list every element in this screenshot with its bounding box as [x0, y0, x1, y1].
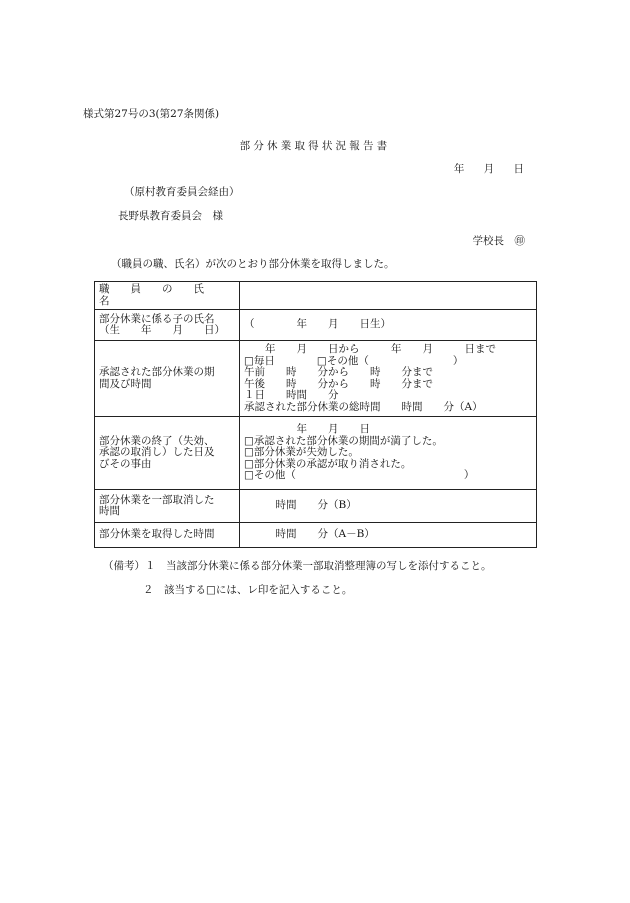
note-2: ２ 該当する□には、レ印を記入すること。: [143, 584, 353, 596]
staff-name-label: 職 員 の 氏 名: [95, 282, 240, 310]
end-line-revoked: □部分休業の承認が取り消された。: [244, 457, 412, 470]
period-line-frequency: □毎日 □その他（ ）: [244, 354, 464, 367]
end-line-date: 年 月 日: [244, 423, 370, 436]
time-taken-field[interactable]: [240, 523, 537, 548]
approved-period-label: [95, 341, 240, 417]
period-line-morning: 午前 時 分から 時 分まで: [244, 366, 433, 379]
partial-cancel-label-line2: 時間: [99, 505, 120, 518]
period-line-afternoon: 午後 時 分から 時 分まで: [244, 377, 433, 390]
end-label-line1: 部分休業の終了（失効、: [99, 434, 215, 447]
approved-period-field[interactable]: [240, 341, 537, 417]
note-1: （備考）１ 当該部分休業に係る部分休業一部取消整理簿の写しを添付すること。: [103, 560, 492, 572]
table-row-end-reason: [95, 417, 537, 490]
table-row-partial-cancel: [95, 490, 537, 523]
time-taken-value: 時間 分（A－B）: [244, 528, 375, 541]
document-title: 部分休業取得状況報告書: [239, 140, 391, 152]
partial-cancel-value: 時間 分（B）: [244, 499, 357, 512]
table-row-approved-period: [95, 341, 537, 417]
end-line-lapsed: □部分休業が失効した。: [244, 446, 359, 459]
period-line-total: 承認された部分休業の総時間 時間 分（A）: [244, 400, 483, 413]
end-reason-label: [95, 417, 240, 490]
intro-text: （職員の職、氏名）が次のとおり部分休業を取得しました。: [111, 258, 395, 270]
addressee: 長野県教育委員会 様: [118, 210, 223, 222]
table-row-staff-name: [95, 282, 537, 310]
form-number: 様式第27号の3(第27条関係): [83, 108, 220, 120]
period-label-line2: 間及び時間: [99, 377, 152, 390]
end-label-line3: びその事由: [99, 457, 152, 470]
partial-cancel-label: [95, 490, 240, 523]
end-line-expired: □承認された部分休業の期間が満了した。: [244, 434, 443, 447]
time-taken-label: 部分休業を取得した時間: [95, 523, 240, 548]
partial-cancel-label-line1: 部分休業を一部取消した: [99, 493, 215, 506]
table-row-child: [95, 310, 537, 341]
table-row-time-taken: [95, 523, 537, 548]
staff-name-field[interactable]: [240, 282, 537, 310]
via-line: （原村教育委員会経由）: [124, 186, 240, 198]
end-label-line2: 承認の取消し）した日及: [99, 446, 215, 459]
child-name-label: [95, 310, 240, 341]
child-label-line1: 部分休業に係る子の氏名: [99, 312, 215, 325]
report-date-line: 年 月 日: [453, 163, 524, 175]
principal-seal-line: 学校長 ㊞: [472, 235, 525, 247]
period-label-line1: 承認された部分休業の期: [99, 366, 215, 379]
report-table: [94, 281, 537, 548]
partial-cancel-field[interactable]: [240, 490, 537, 523]
end-line-other: □その他（ ）: [244, 469, 475, 482]
period-line-daily: １日 時間 分: [244, 389, 339, 402]
end-reason-field[interactable]: [240, 417, 537, 490]
child-label-line2: （生 年 月 日）: [99, 324, 225, 337]
period-line-dates: 年 月 日から 年 月 日まで: [244, 342, 496, 355]
child-name-field[interactable]: （ 年 月 日生）: [240, 310, 537, 341]
